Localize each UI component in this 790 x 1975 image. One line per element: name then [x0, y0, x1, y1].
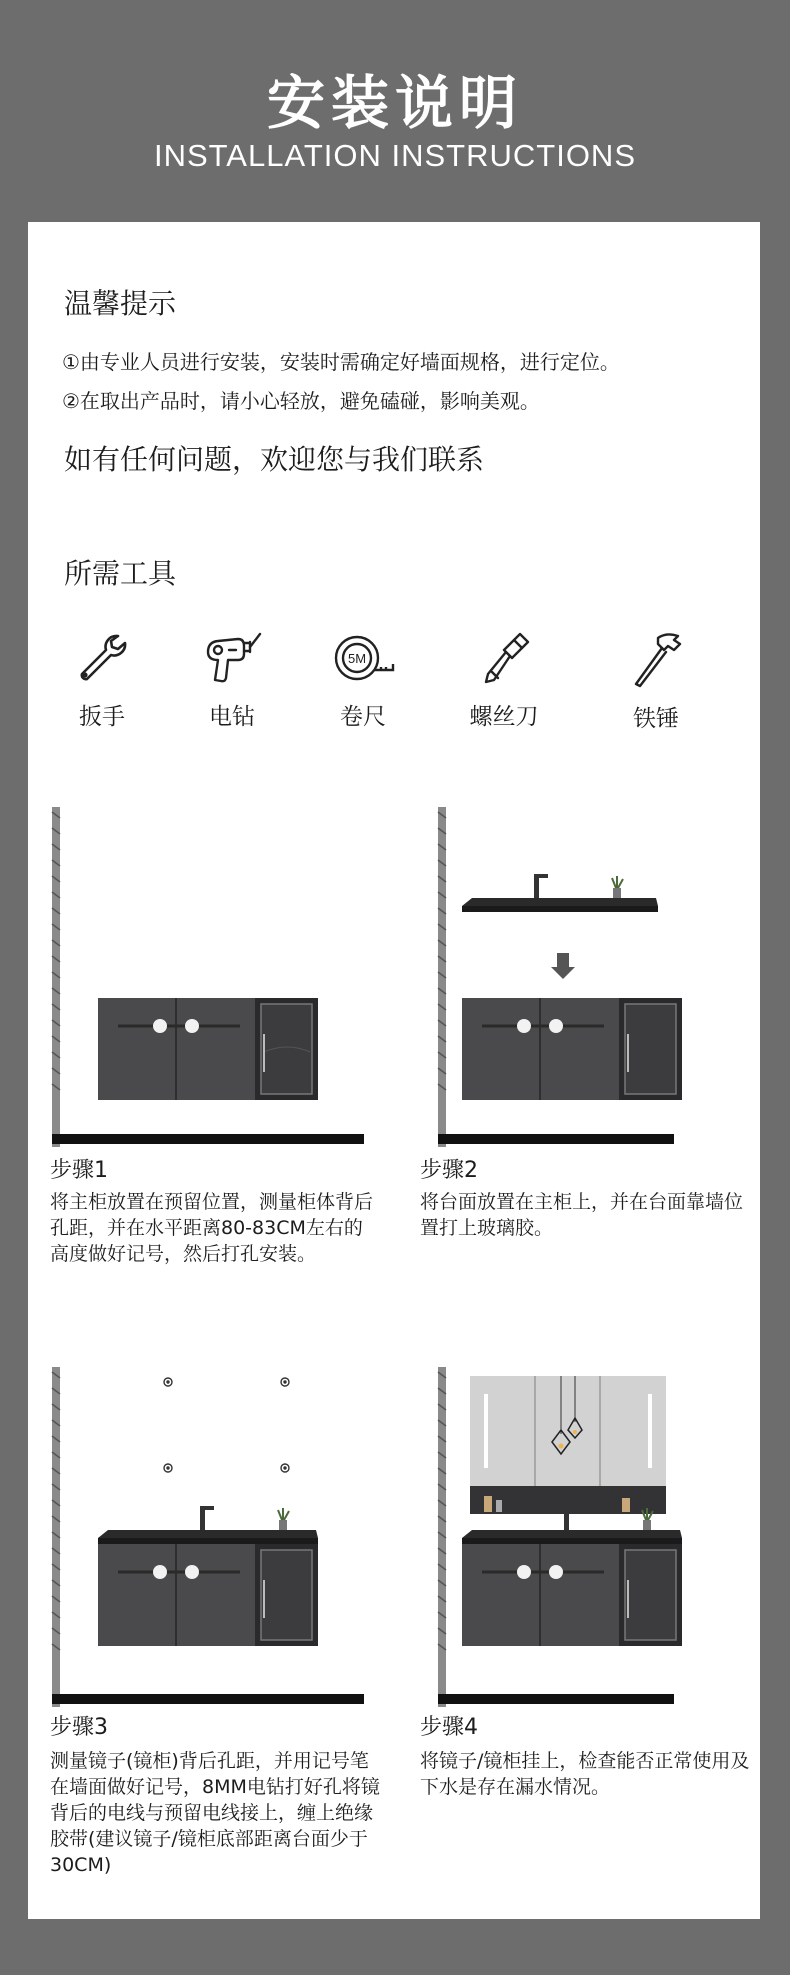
tool-wrench [37, 630, 167, 731]
page-header [0, 0, 790, 222]
tool-label-tape-measure: 卷尺 [340, 704, 386, 730]
tool-label-wrench: 扳手 [79, 704, 125, 730]
tool-hammer [591, 630, 721, 733]
tool-label-hammer: 铁锤 [633, 706, 679, 732]
drill-icon [202, 630, 262, 686]
vanity-cabinet [98, 998, 318, 1100]
step3-illustration [40, 1342, 380, 1707]
mirror-cabinet [470, 1376, 666, 1514]
tip-line-1: ①由专业人员进行安装，安装时需确定好墙面规格，进行定位。 [62, 350, 620, 374]
floor [52, 1134, 364, 1144]
floor [438, 1134, 674, 1144]
step1-illustration [40, 782, 380, 1147]
tape-measure-icon [331, 630, 395, 686]
down-arrow-icon [551, 953, 575, 979]
step2-title: 步骤2 [420, 1158, 478, 1183]
tool-label-screwdriver: 螺丝刀 [469, 704, 539, 730]
tip-line-2: ②在取出产品时，请小心轻放，避免磕碰，影响美观。 [62, 389, 540, 413]
step4-title: 步骤4 [420, 1715, 478, 1740]
page-title: 安装说明 [266, 69, 523, 137]
step1-title: 步骤1 [50, 1158, 108, 1183]
countertop [462, 874, 658, 912]
page-subtitle: INSTALLATION INSTRUCTIONS [153, 138, 636, 173]
tool-tape-measure [298, 630, 428, 731]
step2-illustration [426, 782, 766, 1147]
tape-measure-icon-label: 5M [347, 651, 367, 666]
instructions-panel [28, 222, 760, 1919]
floor [52, 1694, 364, 1704]
tool-drill [167, 630, 297, 731]
vanity-cabinet [462, 998, 682, 1100]
step3-title: 步骤3 [50, 1715, 108, 1740]
hammer-icon [628, 630, 684, 688]
vanity-cabinet [462, 1544, 682, 1646]
tool-screwdriver [439, 630, 569, 731]
vanity-cabinet [98, 1544, 318, 1646]
step2-text: 将台面放置在主柜上，并在台面靠墙位置打上玻璃胶。 [420, 1191, 744, 1239]
step3-text: 测量镜子(镜柜)背后孔距，并用记号笔在墙面做好记号，8MM电钻打好孔将镜背后的电线与预留电线接上，缠上绝缘胶带(建议镜子/镜柜底部距离台面少于30CM) [50, 1750, 380, 1876]
contact-text: 如有任何问题，欢迎您与我们联系 [64, 443, 485, 476]
tools-heading: 所需工具 [64, 557, 177, 590]
screwdriver-icon [476, 630, 532, 686]
drill-hole-marks [164, 1378, 289, 1472]
tool-label-drill: 电钻 [209, 704, 255, 730]
tips-heading: 温馨提示 [64, 287, 177, 320]
step4-text: 将镜子/镜柜挂上，检查能否正常使用及下水是存在漏水情况。 [420, 1750, 750, 1798]
step4-illustration [426, 1342, 766, 1707]
step1-text: 将主柜放置在预留位置，测量柜体背后孔距，并在水平距离80-83CM左右的高度做好记号，然后打孔安装。 [50, 1191, 374, 1265]
floor [438, 1694, 674, 1704]
wrench-icon [74, 630, 130, 686]
countertop [98, 1506, 318, 1544]
